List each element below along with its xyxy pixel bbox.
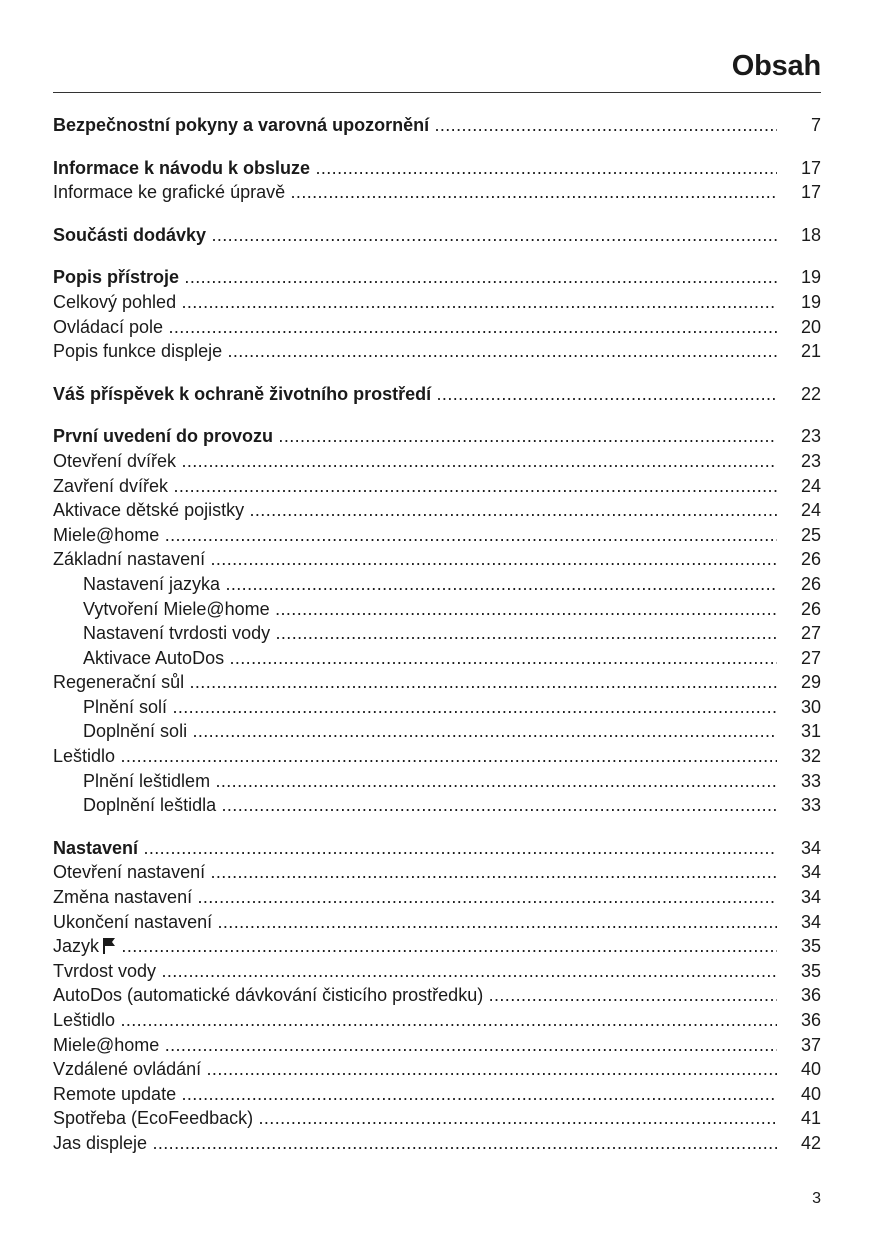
toc-entry[interactable]: [53, 339, 821, 364]
toc-entry-label: [83, 621, 777, 646]
toc-entry[interactable]: [53, 769, 821, 794]
toc-entry-page: 21: [800, 341, 821, 362]
toc-entry[interactable]: [53, 1131, 821, 1156]
toc-entry[interactable]: [53, 156, 821, 181]
toc-entry[interactable]: [53, 597, 821, 622]
toc-entry-page: 36: [800, 985, 821, 1006]
toc-entry-text: Popis funkce displeje: [53, 341, 223, 362]
toc-entry-label: [53, 449, 777, 474]
toc-entry-label: [53, 1082, 777, 1107]
toc-entry[interactable]: [53, 695, 821, 720]
toc-entry-page: 42: [800, 1132, 821, 1153]
toc-entry[interactable]: [53, 547, 821, 572]
toc-entry-text: Celkový pohled: [53, 291, 177, 312]
toc-entry-page: 18: [800, 224, 821, 245]
toc-entry[interactable]: [53, 646, 821, 671]
toc-entry-text: Regenerační sůl: [53, 672, 185, 693]
toc-entry-page: 24: [800, 475, 821, 496]
toc-entry-label: [53, 265, 777, 290]
toc-entry-page: 33: [800, 770, 821, 791]
toc-entry[interactable]: [53, 793, 821, 818]
toc-entry-text: Váš příspěvek k ochraně životního prostředí: [53, 383, 432, 404]
toc-entry-label: [83, 572, 777, 597]
toc-entry-label: [53, 885, 777, 910]
toc-entry-text: Jas displeje: [53, 1132, 148, 1153]
toc-entry-text: Plnění leštidlem: [83, 770, 211, 791]
toc-entry-label: [53, 382, 777, 407]
toc-entry[interactable]: [53, 860, 821, 885]
toc-entry-text: Otevření nastavení: [53, 862, 206, 883]
toc-entry-page: 36: [800, 1010, 821, 1030]
page-title: Obsah: [731, 50, 821, 82]
toc-entry-page: 27: [800, 647, 821, 668]
toc-entry-page: 17: [800, 182, 821, 203]
toc-entry-page: 23: [800, 450, 821, 471]
toc-entry-label: [53, 1106, 777, 1131]
toc-entry-page: 17: [800, 157, 821, 178]
toc-entry-label: [53, 836, 777, 861]
toc-entry[interactable]: [53, 885, 821, 910]
toc-entry-label: [53, 223, 777, 248]
toc-entry-page: 27: [800, 623, 821, 644]
toc-entry-page: 34: [800, 887, 821, 908]
toc-entry-text: Jazyk: [53, 936, 100, 957]
toc-entry-label: [83, 695, 777, 720]
toc-entry[interactable]: [53, 1033, 821, 1058]
toc-entry-text: Nastavení tvrdosti vody: [83, 623, 271, 644]
toc-entry-text: Remote update: [53, 1083, 177, 1104]
toc-entry-page: 22: [800, 383, 821, 404]
toc-entry-page: 24: [800, 500, 821, 521]
toc-entry[interactable]: [53, 744, 821, 769]
toc-entry-page: 32: [800, 746, 821, 767]
toc-entry-text: Informace k návodu k obsluze: [53, 157, 311, 178]
toc-entry-text: Leštidlo: [53, 746, 116, 767]
toc-entry-text: Bezpečnostní pokyny a varovná upozornění: [53, 115, 430, 135]
toc-entry-label: [53, 959, 777, 984]
toc-entry-text: Doplnění leštidla: [83, 795, 217, 816]
toc-entry-label: [53, 113, 777, 138]
section-gap: [53, 205, 821, 223]
toc-entry[interactable]: [53, 113, 821, 138]
toc-entry-page: 7: [810, 115, 821, 135]
toc-entry-label: [83, 793, 777, 818]
toc-entry-page: 40: [800, 1059, 821, 1080]
toc-entry-text: AutoDos (automatické dávkování čisticího prostředku): [53, 985, 484, 1006]
toc-entry[interactable]: [53, 1008, 821, 1033]
toc-entry[interactable]: [53, 449, 821, 474]
toc-entry[interactable]: [53, 180, 821, 205]
toc-entry-page: 19: [800, 291, 821, 312]
toc-entry-text: Aktivace dětské pojistky: [53, 500, 245, 521]
toc-entry[interactable]: [53, 382, 821, 407]
toc-entry-page: 34: [800, 911, 821, 932]
toc-entry-label: [53, 547, 777, 572]
toc-entry-text: Miele@home: [53, 1034, 160, 1055]
section-gap: [53, 818, 821, 836]
toc-entry-label: [83, 646, 777, 671]
toc-entry-text: Změna nastavení: [53, 887, 193, 908]
toc-entry-page: 34: [800, 862, 821, 883]
toc-entry-text: Leštidlo: [53, 1010, 116, 1030]
toc-entry[interactable]: [53, 910, 821, 935]
toc-entry-text: Miele@home: [53, 524, 160, 545]
toc-entry-text: Vzdálené ovládání: [53, 1059, 202, 1080]
toc-entry-page: 35: [800, 960, 821, 981]
toc-entry-page: 37: [800, 1034, 821, 1055]
toc-entry[interactable]: [53, 719, 821, 744]
toc-entry-label: [53, 315, 777, 340]
toc-entry-text: Tvrdost vody: [53, 960, 157, 981]
toc-entry-label: [53, 180, 777, 205]
toc-entry-label: [53, 424, 777, 449]
toc-entry-label: [53, 156, 777, 181]
toc-entry-text: Ovládací pole: [53, 316, 164, 337]
toc-entry-label: [53, 744, 777, 769]
toc-entry[interactable]: [53, 223, 821, 248]
toc-entry[interactable]: [53, 498, 821, 523]
toc-entry[interactable]: [53, 290, 821, 315]
toc-entry-page: 31: [800, 721, 821, 742]
toc-entry-text: První uvedení do provozu: [53, 426, 274, 447]
toc-entry-page: 20: [800, 316, 821, 337]
page-number: 3: [812, 1190, 821, 1207]
toc-entry-label: [83, 769, 777, 794]
section-gap: [53, 364, 821, 382]
toc-entry-page: 23: [800, 426, 821, 447]
toc-entry-text: Informace ke grafické úpravě: [53, 182, 286, 203]
toc-entry-text: Aktivace AutoDos: [83, 647, 225, 668]
toc-entry-page: 26: [800, 573, 821, 594]
toc-entry-text: Popis přístroje: [53, 267, 180, 288]
toc-entry[interactable]: [53, 1082, 821, 1107]
toc-entry-label: [53, 1131, 777, 1156]
toc-entry-page: 19: [800, 267, 821, 288]
toc-entry[interactable]: [53, 983, 821, 1008]
toc-entry-page: 26: [800, 598, 821, 619]
toc-entry-text: Součásti dodávky: [53, 224, 207, 245]
toc-entry[interactable]: [53, 265, 821, 290]
section-gap: [53, 406, 821, 424]
flag-icon: [102, 937, 116, 955]
toc-entry-page: 30: [800, 696, 821, 717]
toc-entry-page: 29: [800, 672, 821, 693]
toc-entry-text: Spotřeba (EcoFeedback): [53, 1108, 254, 1129]
toc-entry-page: 26: [800, 549, 821, 570]
toc-entry-page: 25: [800, 524, 821, 545]
section-gap: [53, 247, 821, 265]
toc-entry-label: [53, 523, 777, 548]
toc-entry[interactable]: [53, 572, 821, 597]
toc-entry-text: Zavření dvířek: [53, 475, 169, 496]
toc-entry-page: 35: [800, 936, 821, 957]
toc-entry-label: [53, 1008, 777, 1033]
toc-entry-label: [53, 474, 777, 499]
toc-entry[interactable]: [53, 424, 821, 449]
toc-entry[interactable]: [53, 959, 821, 984]
toc-entry[interactable]: [53, 1057, 821, 1082]
section-gap: [53, 138, 821, 156]
toc-entry-text: Otevření dvířek: [53, 450, 177, 471]
toc-entry[interactable]: [53, 934, 821, 959]
toc-entry-label: [53, 983, 777, 1008]
toc-entry-label: [53, 910, 777, 935]
toc-entry-label: [83, 597, 777, 622]
toc-entry-page: 41: [800, 1108, 821, 1129]
toc-entry-text: Ukončení nastavení: [53, 911, 213, 932]
toc-entry-label: [83, 719, 777, 744]
toc-entry-page: 40: [800, 1083, 821, 1104]
toc-entry-label: [53, 934, 777, 959]
toc-entry-text: Doplnění soli: [83, 721, 188, 742]
toc-entry[interactable]: [53, 315, 821, 340]
toc-entry-text: Nastavení: [53, 837, 139, 858]
toc-entry-label: [53, 670, 777, 695]
toc-entry-label: [53, 339, 777, 364]
toc-entry-page: 33: [800, 795, 821, 816]
toc-entry-label: [53, 498, 777, 523]
toc-entry-page: 34: [800, 837, 821, 858]
toc-entry[interactable]: [53, 474, 821, 499]
toc-entry-label: [53, 290, 777, 315]
toc-entry[interactable]: [53, 1106, 821, 1131]
toc-entry-label: [53, 1033, 777, 1058]
toc-entry[interactable]: [53, 621, 821, 646]
toc-entry-text: Základní nastavení: [53, 549, 206, 570]
toc-entry[interactable]: [53, 523, 821, 548]
toc-entry[interactable]: [53, 670, 821, 695]
toc-entry-label: [53, 860, 777, 885]
toc-entry-text: Plnění solí: [83, 696, 168, 717]
title-rule: [53, 92, 821, 93]
toc-entry-text: Nastavení jazyka: [83, 573, 221, 594]
toc-entry[interactable]: [53, 836, 821, 861]
toc-entry-label: [53, 1057, 777, 1082]
table-of-contents: [53, 113, 821, 1156]
toc-entry-text: Vytvoření Miele@home: [83, 598, 270, 619]
